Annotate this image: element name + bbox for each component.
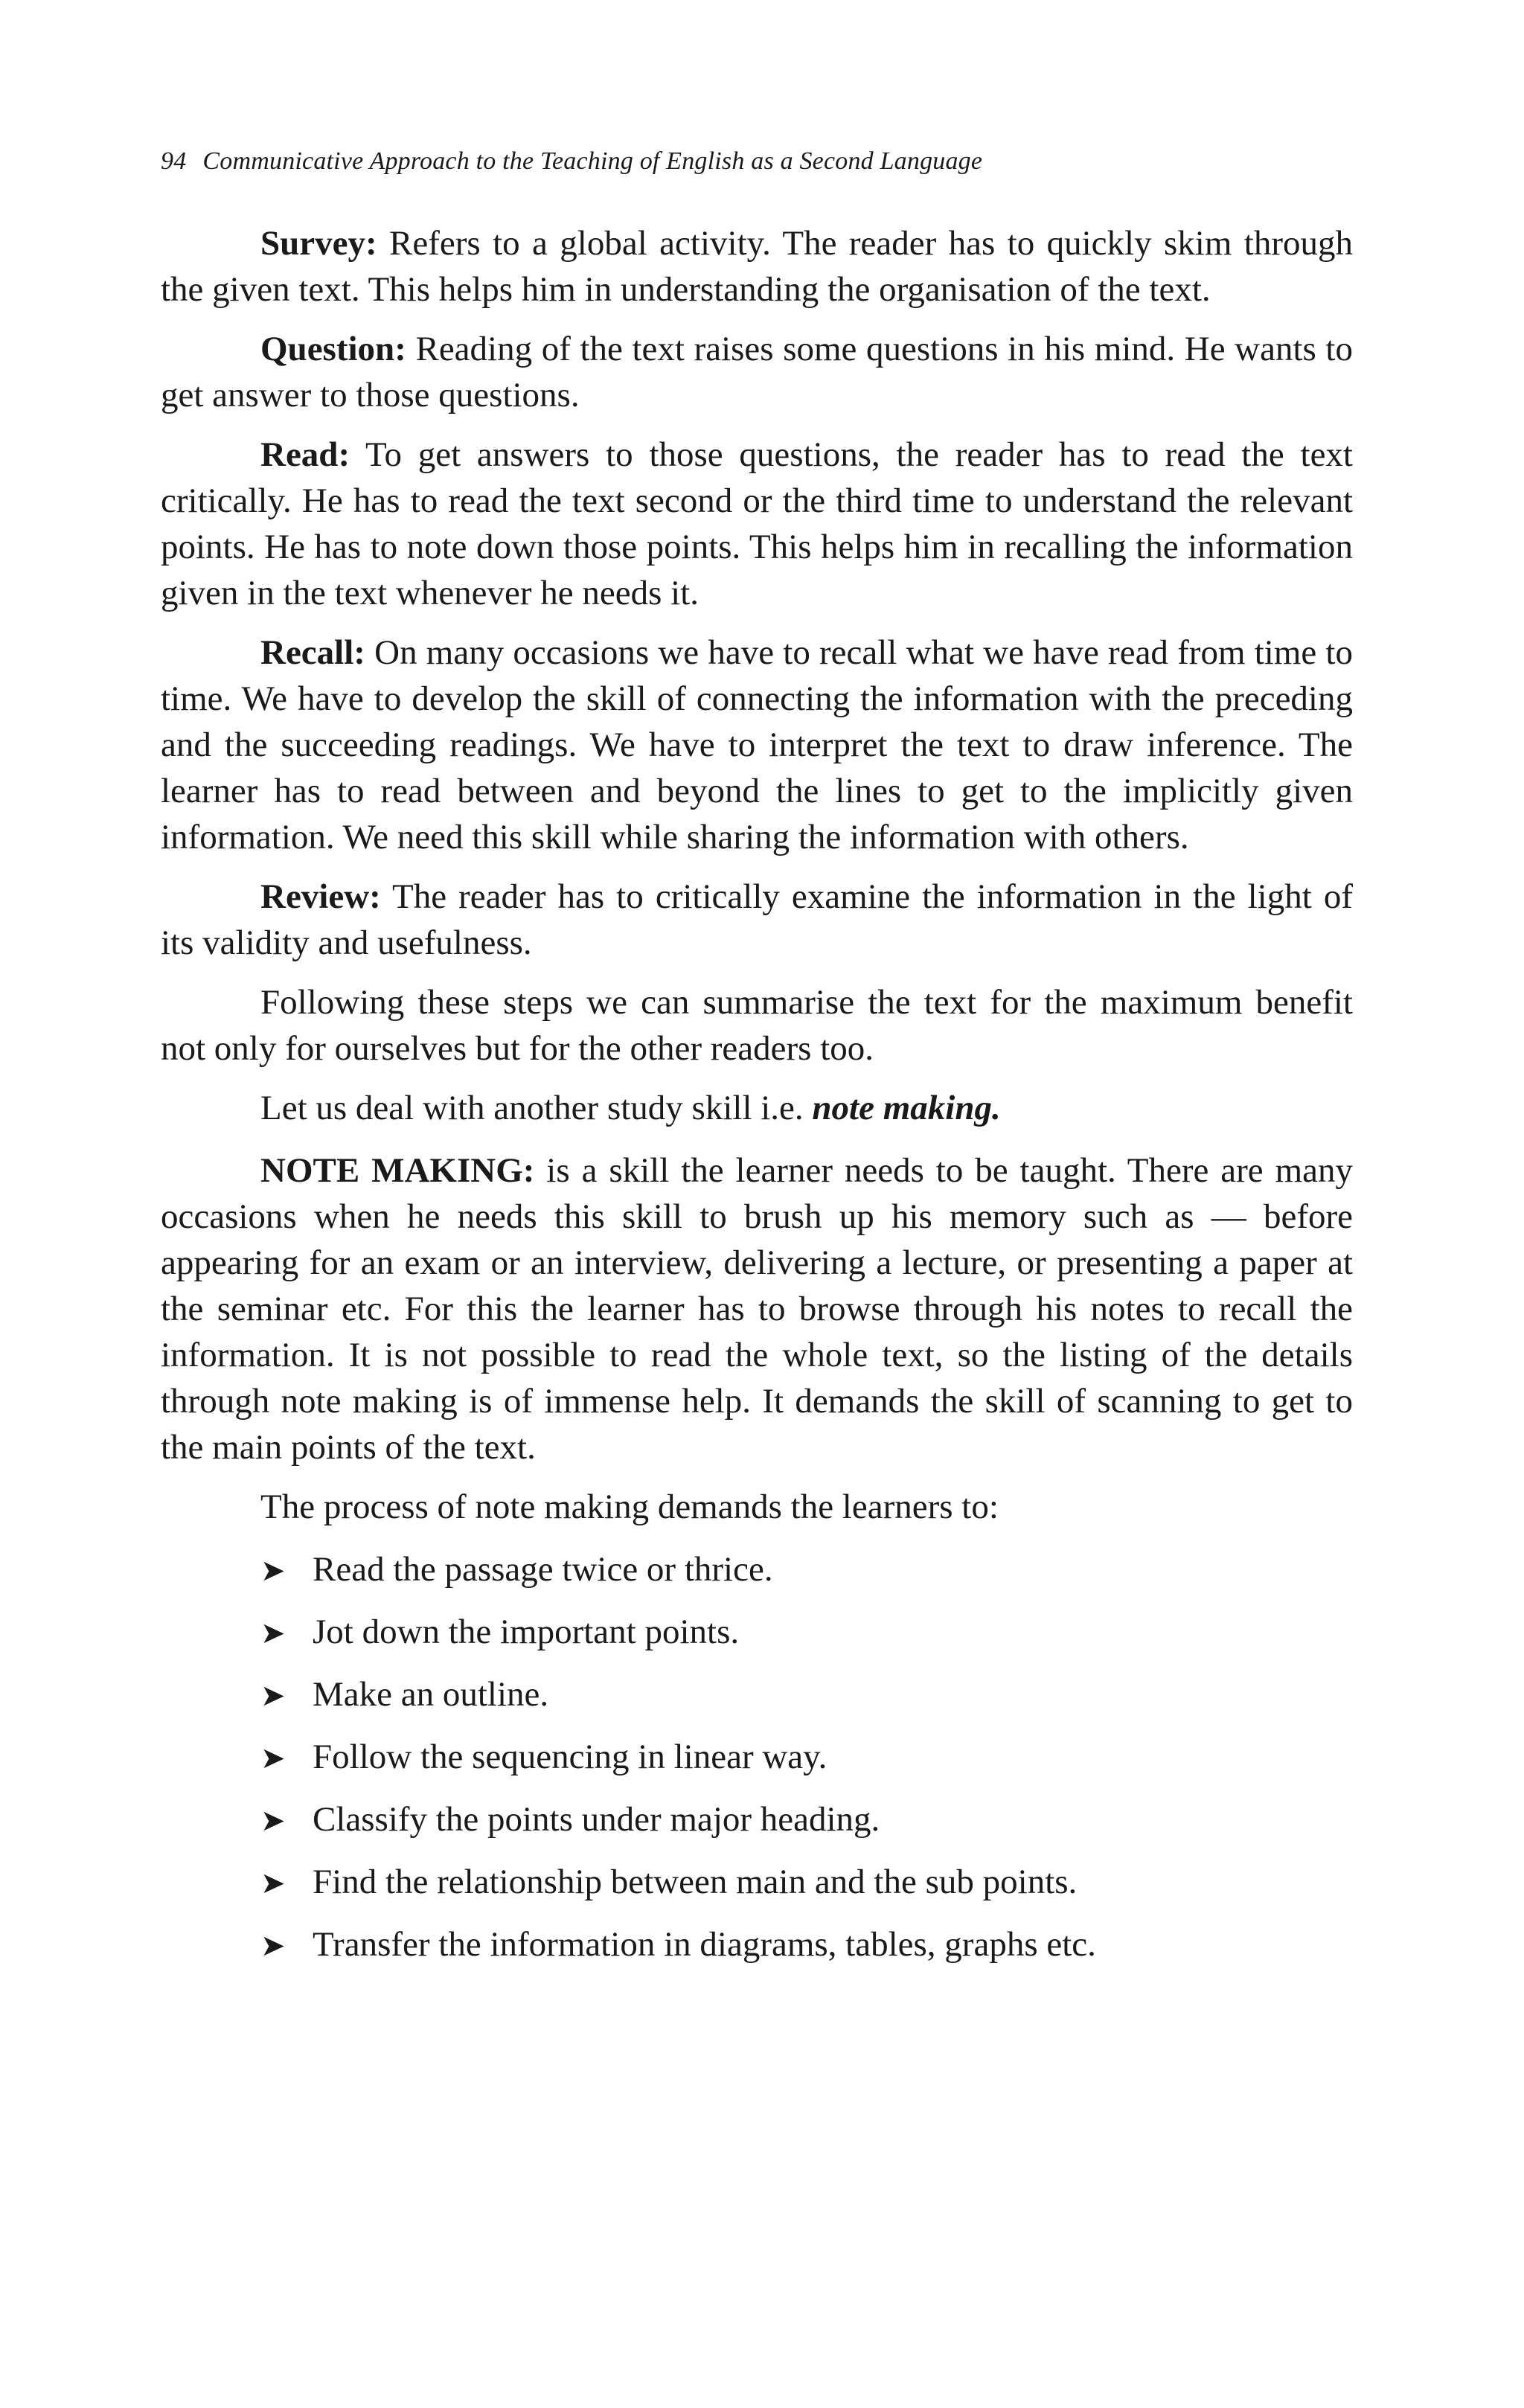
arrowhead-icon: ➤ (260, 1679, 286, 1712)
list-item-text: Classify the points under major heading. (313, 1800, 880, 1839)
page-number: 94 (161, 147, 187, 175)
running-title: Communicative Approach to the Teaching of English as a Second Language (202, 147, 983, 175)
list-item-text: Find the relationship between main and the sub points. (313, 1863, 1078, 1901)
term-survey: Survey: (260, 224, 377, 263)
paragraph-text: On many occasions we have to recall what we have read from time to time. We have to develop the skill of connecting the information with the preceding and the succeeding readings. We have to interpret the text to draw inference. The learner has to read between and beyond the lines to get to the implicitly given information. We need this skill while sharing the information with others. (161, 633, 1353, 856)
paragraph-read (161, 432, 1353, 616)
list-item-text: Transfer the information in diagrams, tables, graphs etc. (313, 1925, 1096, 1964)
list-item (260, 1796, 1353, 1844)
paragraph-text: Reading of the text raises some questions in his mind. He wants to get answer to those questions. (161, 330, 1353, 414)
list-item (260, 1734, 1353, 1781)
paragraph-text: To get answers to those questions, the reader has to read the text critically. He has to read the text second or the third time to understand the relevant points. He has to note down those points. This helps him in recalling the information given in the text whenever he needs it. (161, 435, 1353, 612)
arrowhead-icon: ➤ (260, 1929, 286, 1962)
paragraph-survey (161, 220, 1353, 313)
list-item (260, 1546, 1353, 1594)
paragraph-text: The reader has to critically examine the information in the light of its validity and usefulness. (161, 877, 1353, 962)
list-item-text: Read the passage twice or thrice. (313, 1550, 773, 1589)
list-item-text: Follow the sequencing in linear way. (313, 1738, 827, 1776)
term-recall: Recall: (260, 633, 365, 672)
paragraph-text: Let us deal with another study skill i.e. (260, 1089, 813, 1127)
term-note-making: NOTE MAKING: (260, 1151, 535, 1190)
paragraph-note-intro (161, 1085, 1353, 1131)
term-review: Review: (260, 877, 381, 916)
arrowhead-icon: ➤ (260, 1554, 286, 1587)
term-read: Read: (260, 435, 350, 474)
arrowhead-icon: ➤ (260, 1741, 286, 1775)
paragraph-text: Following these steps we can summarise the text for the maximum benefit not only for ourselves but for the other readers too. (161, 983, 1353, 1068)
list-item-text: Jot down the important points. (313, 1613, 740, 1651)
paragraph-text: Refers to a global activity. The reader has to quickly skim through the given text. This helps him in understanding the organisation of the text. (161, 224, 1353, 309)
arrowhead-icon: ➤ (260, 1804, 286, 1837)
emphasis-note-making: note making. (812, 1089, 1001, 1127)
arrowhead-icon: ➤ (260, 1866, 286, 1900)
paragraph-note-making (161, 1147, 1353, 1470)
paragraph-summary (161, 979, 1353, 1072)
term-question: Question: (260, 330, 406, 368)
paragraph-process-intro (161, 1484, 1353, 1530)
list-item (260, 1921, 1353, 1969)
paragraph-text: is a skill the learner needs to be taught. There are many occasions when he needs this skill to brush up his memory such as — before appearing for an exam or an interview, delivering a lecture, or presenting a paper at the seminar etc. For this the learner has to browse through his notes to recall the information. It is not possible to read the whole text, so the listing of the details through note making is of immense help. It demands the skill of scanning to get to the main points of the text. (161, 1151, 1353, 1467)
note-making-steps-list (161, 1546, 1353, 1969)
paragraph-recall (161, 630, 1353, 860)
arrowhead-icon: ➤ (260, 1616, 286, 1650)
list-item-text: Make an outline. (313, 1675, 549, 1714)
list-item (260, 1859, 1353, 1906)
paragraph-text: The process of note making demands the learners to: (260, 1488, 999, 1526)
list-item (260, 1609, 1353, 1656)
paragraph-question (161, 326, 1353, 418)
paragraph-review (161, 874, 1353, 966)
running-header (161, 149, 1353, 174)
list-item (260, 1671, 1353, 1719)
